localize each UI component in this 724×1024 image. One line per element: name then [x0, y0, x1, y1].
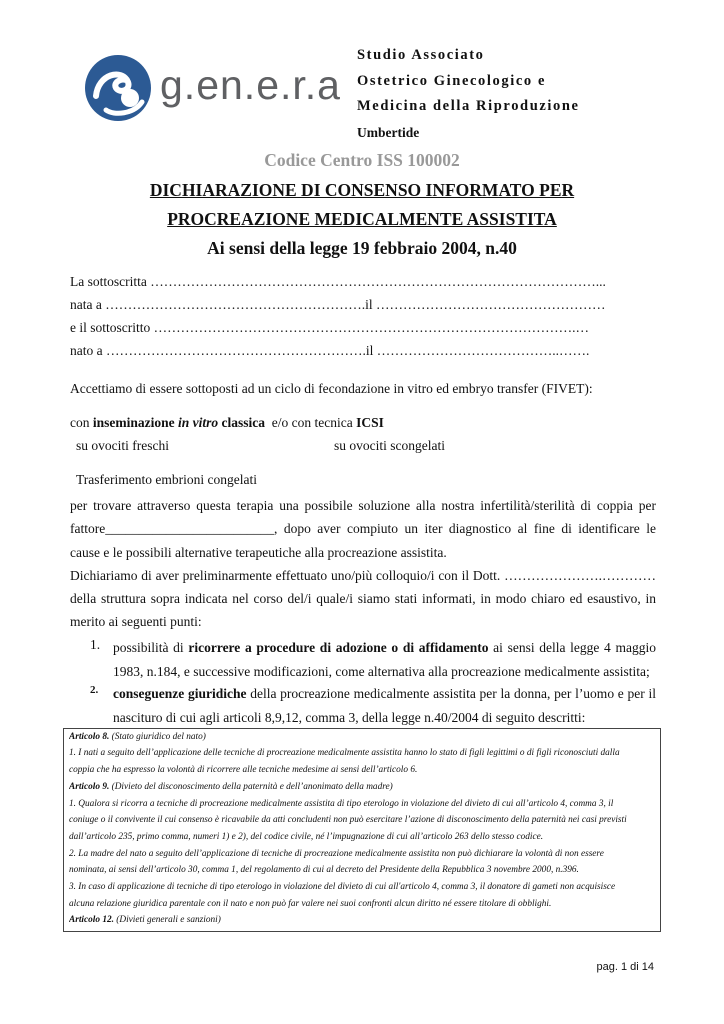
option-ovociti-scongelati[interactable]: su ovociti scongelati	[334, 438, 445, 453]
article-9-line-1: 1. Qualora si ricorra a tecniche di procreazione medicalmente assistita di tipo eterologo in violazione del divieto di cui all’articolo 4, comma 3, il	[69, 799, 614, 809]
option-trasferimento-embrioni[interactable]: Trasferimento embrioni congelati	[76, 472, 257, 487]
technique-icsi: ICSI	[356, 415, 384, 430]
logo-wordmark: g.en.e.r.a	[160, 62, 341, 108]
list-item-2	[113, 682, 656, 729]
list-item-1-pre: possibilità di	[113, 640, 189, 655]
studio-line-3: Medicina della Riproduzione	[357, 98, 580, 114]
genera-logo-icon	[84, 52, 158, 124]
title-line-3: Ai sensi della legge 19 febbraio 2004, n.40	[207, 238, 517, 258]
option-ovociti-freschi[interactable]: su ovociti freschi	[76, 438, 169, 453]
article-9-line-6: 3. In caso di applicazione di tecniche di tipo eterologo in violazione del divieto di cui all'articolo 4, comma 3, il donatore di gameti non acquisisce	[69, 882, 616, 892]
technique-inseminazione: inseminazione	[92, 415, 179, 430]
technique-con: con	[70, 415, 93, 430]
studio-line-1: Studio Associato	[357, 47, 485, 63]
article-12-heading	[69, 915, 656, 925]
list-number-2: 2.	[90, 684, 99, 696]
article-9-line-7: alcuna relazione giuridica parentale con il nato e non può far valere nei suoi confronti alcun diritto né essere titolare di obblighi.	[69, 899, 552, 909]
article-12-subtitle: (Divieti generali e sanzioni)	[113, 915, 221, 925]
accettiamo-text: Accettiamo di essere sottoposti ad un ciclo di fecondazione in vitro ed embryo transfer (FIVET):	[70, 381, 593, 396]
list-item-1-post: ai sensi della legge 4 maggio 1983, n.184, e successive modificazioni, come alternativa alla procreazione medicalmente assistita;	[113, 640, 656, 679]
list-item-2-bold: conseguenze giuridiche	[113, 686, 247, 701]
field-nato[interactable]: nato a ………………………………………………….il …………………………………..…….	[70, 343, 590, 358]
studio-info	[357, 43, 580, 145]
article-9-label: Articolo 9.	[69, 782, 110, 792]
technique-in-vitro: in vitro	[178, 415, 219, 430]
body-p1-line3: cause e le possibili alternative terapeutiche alla procreazione assistita.	[70, 545, 447, 560]
studio-city: Umbertide	[357, 124, 420, 140]
list-number-1: 1.	[90, 637, 101, 652]
article-8-heading	[69, 732, 656, 742]
article-9-line-5: nominata, ai sensi dell’articolo 30, comma 1, del regolamento di cui al decreto del Presidente della Repubblica 3 novembre 2000, n.396.	[69, 865, 579, 875]
studio-line-2: Ostetrico Ginecologico e	[357, 72, 546, 89]
body-p2-line2: della struttura sopra indicata nel corso del/i quale/i siamo stati informati, in modo chiaro ed esaustivo, in	[70, 591, 656, 606]
title-line-2: PROCREAZIONE MEDICALMENTE ASSISTITA	[167, 209, 557, 229]
article-9-line-3: dall’articolo 235, primo comma, numeri 1) e 2), del codice civile, né l’impugnazione di cui all’articolo 263 dello stesso codice.	[69, 832, 544, 842]
list-item-1	[113, 636, 656, 683]
field-nata[interactable]: nata a ………………………………………………….il ……………………………………………	[70, 297, 606, 312]
body-p2-line3: merito ai seguenti punti:	[70, 614, 202, 629]
field-sottoscritta[interactable]: La sottoscritta ………………………………………………………………………………………...	[70, 274, 606, 289]
list-item-2-post: della procreazione medicalmente assistita per la donna, per l’uomo e per il nascituro di cui agli articoli 8,9,12, comma 3, della legge n.40/2004 di seguito descritti:	[113, 686, 656, 725]
article-8-line-1: 1. I nati a seguito dell’applicazione delle tecniche di procreazione medicalmente assistita hanno lo stato di figli legittimi o di figli riconosciuti dalla	[69, 748, 620, 758]
technique-classica: classica	[218, 415, 266, 430]
article-8-line-2: coppia che ha espresso la volontà di ricorrere alle tecniche medesime ai sensi dell’articolo 6.	[69, 765, 418, 775]
technique-eo: e/o con tecnica	[265, 415, 357, 430]
article-8-subtitle: (Stato giuridico del nato)	[109, 732, 206, 742]
article-9-line-2: coniuge o il convivente il cui consenso è ricavabile da atti concludenti non può esercitare l’azione di disconoscimento della paternità nei casi previsti	[69, 815, 627, 825]
field-sottoscritto[interactable]: e il sottoscritto ………………………………………………………………………………….…	[70, 320, 589, 335]
technique-line	[70, 415, 384, 431]
list-item-1-bold: ricorrere a procedure di adozione o di affidamento	[188, 640, 489, 655]
body-p1-line2: fattore_________________________, dopo aver compiuto un iter diagnostico al fine di identificare le	[70, 521, 656, 536]
article-9-subtitle: (Divieto del disconoscimento della paternità e dell’anonimato della madre)	[109, 782, 393, 792]
article-12-label: Articolo 12.	[69, 915, 114, 925]
body-p1-line1: per trovare attraverso questa terapia una possibile soluzione alla nostra infertilità/sterilità di coppia per	[70, 498, 656, 513]
codice-centro: Codice Centro ISS 100002	[264, 150, 460, 170]
body-p2-line1: Dichiariamo di aver preliminarmente effettuato uno/più colloquio/i con il Dott. ………………….…………	[70, 568, 656, 583]
article-8-label: Articolo 8.	[69, 732, 110, 742]
page-number: pag. 1 di 14	[596, 961, 654, 973]
article-9-heading	[69, 782, 656, 792]
article-9-line-4: 2. La madre del nato a seguito dell’applicazione di tecniche di procreazione medicalmente assistita non può dichiarare la volontà di non essere	[69, 849, 604, 859]
title-line-1: DICHIARAZIONE DI CONSENSO INFORMATO PER	[149, 180, 575, 200]
